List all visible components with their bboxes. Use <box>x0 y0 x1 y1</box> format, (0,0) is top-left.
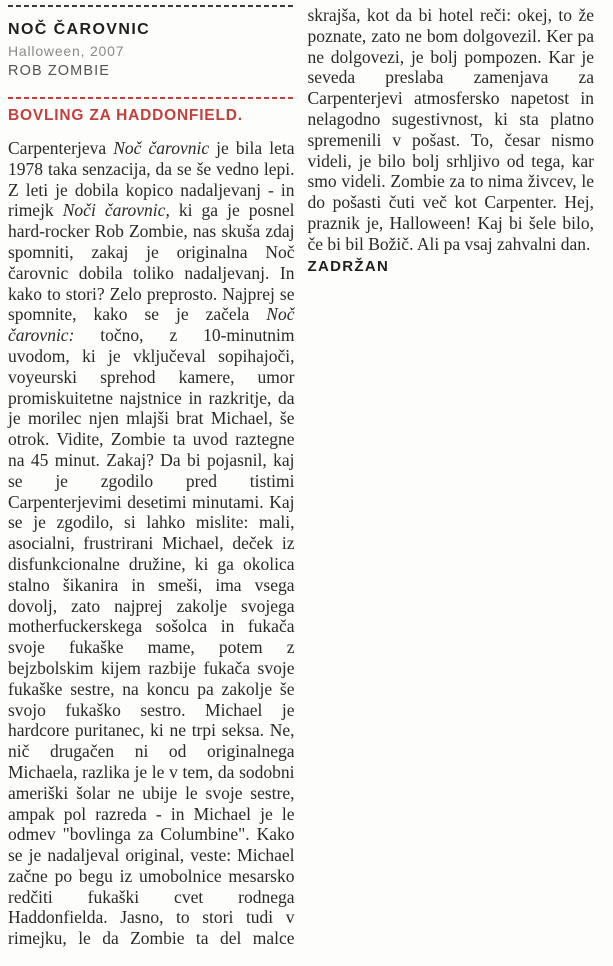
review-text-segment: Noči čarovnic <box>62 200 166 221</box>
review-text-segment: Noč čarovnic <box>113 138 210 158</box>
review-text-segment: Carpenterjeva <box>8 138 114 158</box>
verdict-label: ZADRŽAN <box>307 257 390 275</box>
film-title: NOČ ČAROVNIC <box>8 21 151 38</box>
review-text-segment: , ki ga je posnel hard-rocker Rob Zombie, nas skuša zdaj spomniti, zakaj je originalna Noč čarovnic dobila toliko nadaljevanj. In kako to stori? Zelo preprosto. Najprej se spomnite, kako se je začela <box>8 200 295 325</box>
review-text-segment: je bila leta 1978 taka senzacija, da se še vedno lepi. Z leti je dobila kopico nadaljevanj - in rimejk <box>8 138 295 221</box>
review-text-segment: točno, z 10-minutnim uvodom, ki je vključeval sopihajoči, voyeurski sprehod kamere, umor promiskuitetne najstnice in razkritje, da je morilec njen mlajši brat Michael, še otrok. Vidite, Zombie ta uvod raztegne na 45 minut. Zakaj? Da bi pojasnil, kaj se je zgodilo pred tistimi Carpenterjevimi desetimi minutami. Kaj se je zgodilo, si lahko mislite: mali, asocialni, frustrirani Michael, deček iz disfunkcionalne družine, ki ga okolica stalno šikanira in smeši, ima vsega dovolj, zato najprej zakolje svojega motherfuckerskega sošolca in fukača svoje fukaške mame, potem z bejzbolskim kijem razbije fukača svoje fukaške sestre, na koncu pa zakolje še svojo fukaško sestro. Michael je hardcore puritanec, ki ne trpi seksa. Ne, nič drugačen ni od originalnega Michaela, razlika je le v tem, da sodobni ameriški šolar ne ubije le svoje sestre, ampak pol razreda - in Michael je le odmev "bovlinga za Columbine". Kako se je nadaljeval original, veste: Michael začne po begu iz umobolnice mesarsko redčiti fukaški cvet rodnega Haddonfielda. Jasno, to stori tudi v rimejku, le da Zombie ta del malce skrajša, kot da bi hotel reči: okej, to že poznate, zato ne bom dolgovezil. Ker pa ne dolgovezi, je bolj pompozen. Kar je seveda preslaba zamenjava za Carpenterjevi atmosfersko napetost in nelagodno sugestivnost, ki sta platno spremenili v pošast. To, česar nismo videli, je bilo bolj srhljivo od tega, kar smo videli. Zombie za to nima živcev, le do pošasti čuti več kot Carpenter. Hej, praznik je, Halloween! Kaj bi šele bilo, če bi bil Božič. Ali pa vsaj zahvalni dan. <box>8 5 594 949</box>
film-original-title: Halloween, 2007 <box>8 43 125 59</box>
review-text-segment: Noč čarovnic: <box>8 304 295 346</box>
red-divider <box>8 97 295 99</box>
review-body-text <box>8 5 594 966</box>
film-header <box>8 5 295 125</box>
film-director: ROB ZOMBIE <box>8 63 111 79</box>
top-divider <box>8 5 295 7</box>
review-heading: BOVLING ZA HADDONFIELD. <box>8 107 243 124</box>
